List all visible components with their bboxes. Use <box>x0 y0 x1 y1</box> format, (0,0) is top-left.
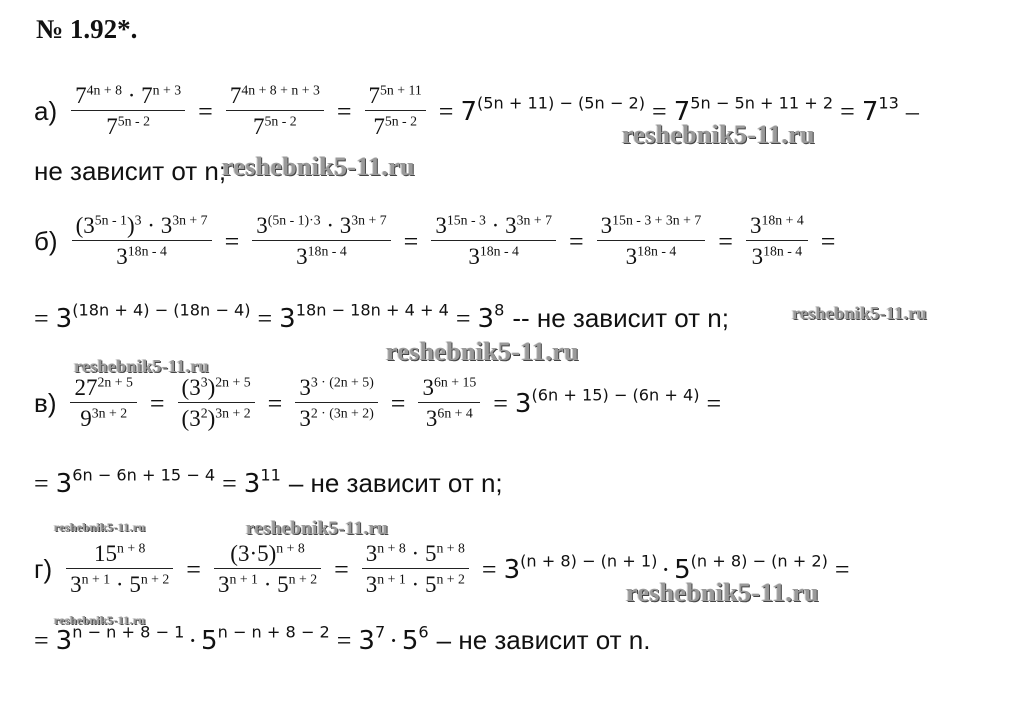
power-expression: $5^6$ <box>401 622 429 656</box>
part-g-label: г) <box>34 554 53 585</box>
watermark: reshebnik5-11.ru <box>222 152 415 181</box>
power-expression: $3^{11}$ <box>243 465 281 499</box>
fraction: $\frac{15^{n + 8}}{3^{n + 1} \cdot 5^{n + 2}}$ <box>66 542 173 597</box>
fraction: $\frac{3^{n + 8} \cdot 5^{n + 8}}{3^{n + 1} \cdot 5^{n + 2}}$ <box>362 542 469 597</box>
part-g-line-2: = $3^{n - n + 8 - 1}$ · $5^{n - n + 8 - 2}$ = $3^7$ · $5^6$ – не зависит от n. <box>34 622 651 656</box>
part-b-line-1: б) $\frac{(3^{5n - 1})^3 \cdot 3^{3n + 7}}{3^{18n - 4}}$ = $\frac{3^{(5n - 1)\cdot 3} \cdot 3^{3n + 7}}{3^{18n - 4}}$ = $\frac{3^{15n - 3} \cdot 3^{3n + 7}}{3^{18n - 4}}$ = $\frac{3^{15n - 3 + 3n + 7}}{3^{18n - 4}}$ = $\frac{3^{18n + 4}}{3^{18n - 4}}$ = <box>34 212 836 270</box>
part-a-conclusion: не зависит от n; <box>34 156 227 186</box>
fraction: $\frac{(3^{5n - 1})^3 \cdot 3^{3n + 7}}{3^{18n - 4}}$ <box>72 214 212 269</box>
watermark: reshebnik5-11.ru <box>54 520 146 534</box>
fraction: $\frac{(3\cdot 5)^{n + 8}}{3^{n + 1} \cdot 5^{n + 2}}$ <box>214 542 321 597</box>
power-expression: $3^{(n + 8) - (n + 1)}$ <box>503 551 658 585</box>
part-g-line-1: г) $\frac{15^{n + 8}}{3^{n + 1} \cdot 5^{n + 2}}$ = $\frac{(3\cdot 5)^{n + 8}}{3^{n + 1} \cdot 5^{n + 2}}$ = $\frac{3^{n + 8} \cdot 5^{n + 8}}{3^{n + 1} \cdot 5^{n + 2}}$ = $3^{(n + 8) - (n + 1)}$ · $5^{(n + 8) - (n + 2)}$ = <box>34 540 850 598</box>
fraction: $\frac{7^{5n + 11}}{7^{5n - 2}}$ <box>365 84 426 139</box>
watermark: reshebnik5-11.ru <box>54 613 146 627</box>
power-expression: $7^{13}$ <box>861 93 899 127</box>
fraction: $\frac{3^{18n + 4}}{3^{18n - 4}}$ <box>746 214 808 269</box>
fraction: $\frac{3^{(5n - 1)\cdot 3} \cdot 3^{3n + 7}}{3^{18n - 4}}$ <box>252 214 390 269</box>
power-expression: $3^{6n - 6n + 15 - 4}$ <box>55 465 216 499</box>
power-expression: $3^8$ <box>477 300 505 334</box>
fraction: $\frac{7^{4n + 8 + n + 3}}{7^{5n - 2}}$ <box>226 84 324 139</box>
power-expression: $3^{n - n + 8 - 1}$ <box>55 622 185 656</box>
fraction: $\frac{7^{4n + 8} \cdot 7^{n + 3}}{7^{5n - 2}}$ <box>71 84 185 139</box>
power-expression: $3^7$ <box>358 622 386 656</box>
part-b-conclusion: -- не зависит от n; <box>512 303 729 333</box>
fraction: $\frac{3^{3 \cdot (2n + 5)}}{3^{2 \cdot (3n + 2)}}$ <box>295 376 377 431</box>
power-expression: $3^{18n - 18n + 4 + 4}$ <box>279 300 449 334</box>
power-expression: $7^{(5n + 11) - (5n - 2)}$ <box>460 93 646 127</box>
fraction: $\frac{3^{6n + 15}}{3^{6n + 4}}$ <box>418 376 480 431</box>
watermark: reshebnik5-11.ru <box>792 303 927 323</box>
watermark: reshebnik5-11.ru <box>386 337 579 366</box>
power-expression: $5^{n - n + 8 - 2}$ <box>201 622 330 656</box>
power-expression: $5^{(n + 8) - (n + 2)}$ <box>674 551 828 585</box>
fraction: $\frac{(3^3)^{2n + 5}}{(3^2)^{3n + 2}}$ <box>178 376 255 431</box>
part-v-line-1: в) $\frac{27^{2n + 5}}{9^{3n + 2}}$ = $\frac{(3^3)^{2n + 5}}{(3^2)^{3n + 2}}$ = $\frac{3^{3 \cdot (2n + 5)}}{3^{2 \cdot (3n + 2)}}$ = $\frac{3^{6n + 15}}{3^{6n + 4}}$ = $3^{(6n + 15) - (6n + 4)}$ = <box>34 374 722 432</box>
power-expression: $3^{(18n + 4) - (18n - 4)}$ <box>55 300 251 334</box>
watermark: reshebnik5-11.ru <box>626 578 819 607</box>
part-b-label: б) <box>34 226 58 257</box>
part-a-label: а) <box>34 96 58 127</box>
part-v-line-2: = $3^{6n - 6n + 15 - 4}$ = $3^{11}$ – не зависит от n; <box>34 465 503 499</box>
watermark: reshebnik5-11.ru <box>622 120 815 149</box>
part-a-line-1: а) $\frac{7^{4n + 8} \cdot 7^{n + 3}}{7^{5n - 2}}$ = $\frac{7^{4n + 8 + n + 3}}{7^{5n - 2}}$ = $\frac{7^{5n + 11}}{7^{5n - 2}}$ = $7^{(5n + 11) - (5n - 2)}$ = $7^{5n - 5n + 11 + 2}$ = $7^{13}$ – <box>34 82 919 140</box>
part-g-conclusion: – не зависит от n. <box>436 625 651 655</box>
part-v-conclusion: – не зависит от n; <box>288 468 503 498</box>
fraction: $\frac{3^{15n - 3 + 3n + 7}}{3^{18n - 4}}$ <box>597 214 706 269</box>
watermark: reshebnik5-11.ru <box>246 518 389 539</box>
part-b-line-2: = $3^{(18n + 4) - (18n - 4)}$ = $3^{18n - 18n + 4 + 4}$ = $3^8$ -- не зависит от n; <box>34 300 729 334</box>
watermark: reshebnik5-11.ru <box>74 356 209 376</box>
problem-number: № 1.92*. <box>36 14 138 44</box>
fraction: $\frac{27^{2n + 5}}{9^{3n + 2}}$ <box>70 376 136 431</box>
fraction: $\frac{3^{15n - 3} \cdot 3^{3n + 7}}{3^{18n - 4}}$ <box>431 214 556 269</box>
part-v-label: в) <box>34 388 57 419</box>
power-expression: $7^{5n - 5n + 11 + 2}$ <box>673 93 834 127</box>
power-expression: $3^{(6n + 15) - (6n + 4)}$ <box>514 385 700 419</box>
